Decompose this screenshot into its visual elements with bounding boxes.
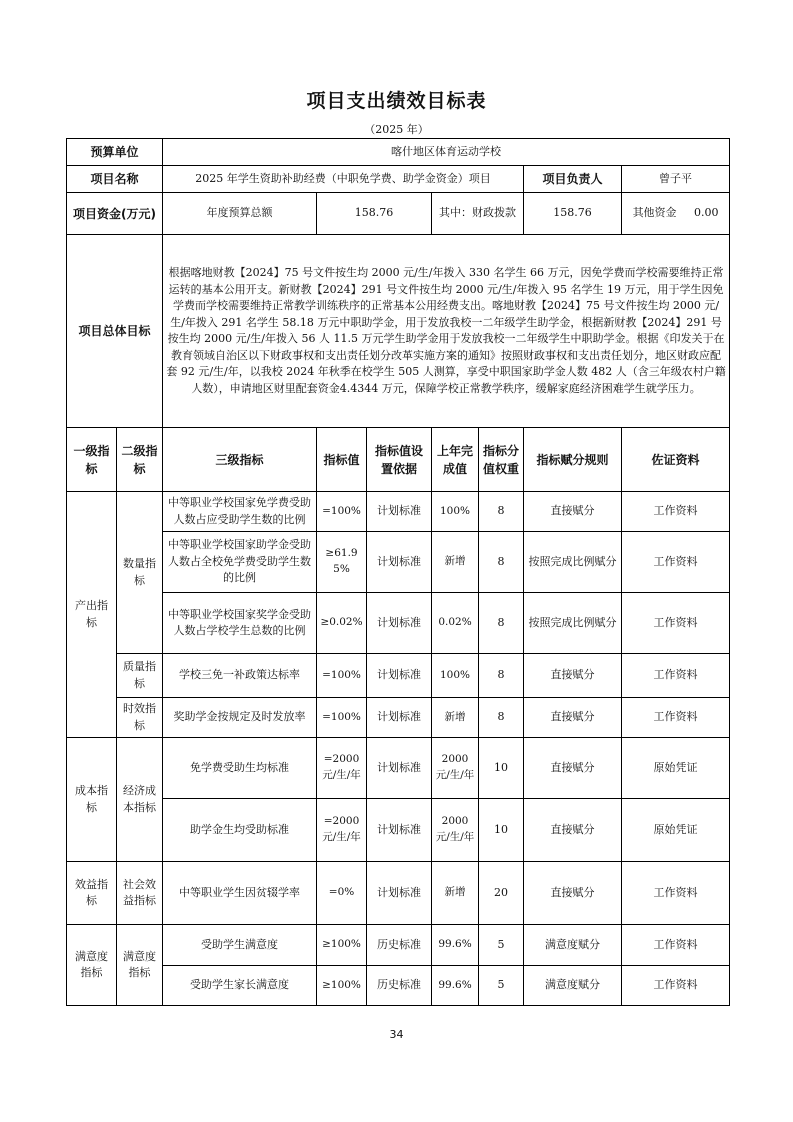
row-weight: 10 [479,799,524,862]
budget-unit-value: 喀什地区体育运动学校 [163,139,730,166]
row-basis: 计划标准 [367,654,432,698]
overall-goal-text: 根据喀地财教【2024】75 号文件按生均 2000 元/生/年拨入 330 名学生 66 万元，因免学费而学校需要维持正常运转的基本公用开支。新财教【2024】291 号文件按生均 2000 元/生/年拨入 95 名学生 19 万元，用于学生因免学费而学校需要维持正常教学训练秩序的正常基本公用经费支出。喀地财教【2024】75 号文件按生均 2000 元/生/年拨入 291 名学生 58.18 万元中职助学金，用于发放我校一二年级学生助学金，根据新财教【2024】291 号按生均 2000 元/生/年拨入 56 人 11.5 万元学生助学金用于发放我校一二年级学生中职助学金。根据《印发关于在教育领域自治区以下财政事权和支出责任划分改革实施方案的通知》按照财政事权和支出责任划分，地区财政应配套 92 元/生/年，以我校 2024 年秋季在校学生 505 人测算，享受中职国家助学金人数 482 人（含三年级农村户籍人数），申请地区财里配套资金4.4344 万元，保障学校正常教学秩序，缓解家庭经济困难学生就学压力。 [163,235,730,428]
row-l3: 助学金生均受助标准 [163,799,317,862]
row-rule: 直接赋分 [524,654,622,698]
row-basis: 计划标准 [367,532,432,593]
performance-table [66,138,730,1006]
header-last-year: 上年完成值 [432,428,479,492]
row-weight: 5 [479,966,524,1006]
row-basis: 计划标准 [367,799,432,862]
row-basis: 计划标准 [367,738,432,799]
other-funds-label: 其他资金 [632,206,677,220]
indicator-row [67,654,730,698]
row-l3: 奖助学金按规定及时发放率 [163,698,317,738]
row-l3: 学校三免一补政策达标率 [163,654,317,698]
row-rule: 满意度赋分 [524,925,622,966]
row-basis: 计划标准 [367,492,432,532]
row-value: =100% [317,698,367,738]
row-last-year: 100% [432,492,479,532]
row-value: =2000元/生/年 [317,799,367,862]
indicator-header-row [67,428,730,492]
indicator-row [67,738,730,799]
row-weight: 10 [479,738,524,799]
page-number: 34 [389,1028,404,1041]
row-value: ≥100% [317,966,367,1006]
project-leader-label: 项目负责人 [524,166,622,193]
row-evidence: 工作资料 [622,966,730,1006]
indicator-row [67,799,730,862]
row-basis: 计划标准 [367,593,432,654]
timeliness-indicator-group: 时效指标 [117,698,163,738]
row-l3: 中等职业学校国家免学费受助人数占应受助学生数的比例 [163,492,317,532]
row-evidence: 工作资料 [622,654,730,698]
year-subtitle: （2025 年） [364,123,429,136]
row-rule: 按照完成比例赋分 [524,532,622,593]
row-value: ≥61.95% [317,532,367,593]
satisfaction-indicator-group: 满意度指标 [67,925,117,1006]
row-value: =0% [317,862,367,925]
header-evidence: 佐证资料 [622,428,730,492]
row-rule: 直接赋分 [524,698,622,738]
row-rule: 满意度赋分 [524,966,622,1006]
indicator-row [67,862,730,925]
row-evidence: 原始凭证 [622,799,730,862]
row-evidence: 工作资料 [622,925,730,966]
header-rule: 指标赋分规则 [524,428,622,492]
output-indicator-group: 产出指标 [67,492,117,738]
row-weight: 8 [479,532,524,593]
indicator-row [67,698,730,738]
row-evidence: 工作资料 [622,492,730,532]
budget-unit-row [67,139,730,166]
row-last-year: 100% [432,654,479,698]
row-basis: 历史标准 [367,925,432,966]
row-weight: 5 [479,925,524,966]
benefit-indicator-group: 效益指标 [67,862,117,925]
indicator-row [67,532,730,593]
quantity-indicator-group: 数量指标 [117,492,163,654]
row-rule: 直接赋分 [524,862,622,925]
overall-goal-row [67,235,730,428]
row-last-year: 2000元/生/年 [432,799,479,862]
project-leader-value: 曾子平 [622,166,730,193]
row-weight: 20 [479,862,524,925]
satisfaction-l2-indicator-group: 满意度指标 [117,925,163,1006]
indicator-row [67,925,730,966]
row-weight: 8 [479,698,524,738]
indicator-row [67,593,730,654]
row-last-year: 新增 [432,698,479,738]
row-l3: 受助学生满意度 [163,925,317,966]
row-evidence: 工作资料 [622,593,730,654]
row-basis: 计划标准 [367,698,432,738]
row-l3: 免学费受助生均标准 [163,738,317,799]
row-evidence: 工作资料 [622,698,730,738]
project-funds-label: 项目资金(万元) [67,193,163,235]
annual-budget-value: 158.76 [317,193,432,235]
row-value: =100% [317,492,367,532]
project-name-value: 2025 年学生资助补助经费（中职免学费、助学金资金）项目 [163,166,524,193]
row-weight: 8 [479,654,524,698]
row-l3: 中等职业学校国家助学金受助人数占全校免学费受助学生数的比例 [163,532,317,593]
social-benefit-indicator-group: 社会效益指标 [117,862,163,925]
row-l3: 中等职业学校国家奖学金受助人数占学校学生总数的比例 [163,593,317,654]
header-value: 指标值 [317,428,367,492]
indicator-row [67,492,730,532]
row-l3: 中等职业学生因贫辍学率 [163,862,317,925]
header-basis: 指标值设置依据 [367,428,432,492]
quality-indicator-group: 质量指标 [117,654,163,698]
project-funds-row [67,193,730,235]
row-rule: 按照完成比例赋分 [524,593,622,654]
row-weight: 8 [479,492,524,532]
header-level1: 一级指标 [67,428,117,492]
overall-goal-label: 项目总体目标 [67,235,163,428]
header-weight: 指标分值权重 [479,428,524,492]
budget-unit-label: 预算单位 [67,139,163,166]
header-level2: 二级指标 [117,428,163,492]
row-value: =2000元/生/年 [317,738,367,799]
row-evidence: 工作资料 [622,532,730,593]
row-last-year: 新增 [432,532,479,593]
row-weight: 8 [479,593,524,654]
row-rule: 直接赋分 [524,799,622,862]
other-funds-cell [622,193,730,235]
fiscal-allocation-label: 其中：财政拨款 [432,193,524,235]
indicator-row [67,966,730,1006]
row-last-year: 99.6% [432,966,479,1006]
header-level3: 三级指标 [163,428,317,492]
other-funds-value: 0.00 [694,206,719,220]
annual-budget-label: 年度预算总额 [163,193,317,235]
row-basis: 计划标准 [367,862,432,925]
row-last-year: 0.02% [432,593,479,654]
cost-indicator-group: 成本指标 [67,738,117,862]
row-rule: 直接赋分 [524,492,622,532]
row-l3: 受助学生家长满意度 [163,966,317,1006]
project-name-row [67,166,730,193]
row-evidence: 原始凭证 [622,738,730,799]
row-last-year: 99.6% [432,925,479,966]
row-evidence: 工作资料 [622,862,730,925]
fiscal-allocation-value: 158.76 [524,193,622,235]
page-title: 项目支出绩效目标表 [306,90,487,112]
row-rule: 直接赋分 [524,738,622,799]
row-value: ≥0.02% [317,593,367,654]
row-last-year: 新增 [432,862,479,925]
row-value: ≥100% [317,925,367,966]
row-basis: 历史标准 [367,966,432,1006]
econ-cost-indicator-group: 经济成本指标 [117,738,163,862]
row-value: =100% [317,654,367,698]
row-last-year: 2000元/生/年 [432,738,479,799]
project-name-label: 项目名称 [67,166,163,193]
